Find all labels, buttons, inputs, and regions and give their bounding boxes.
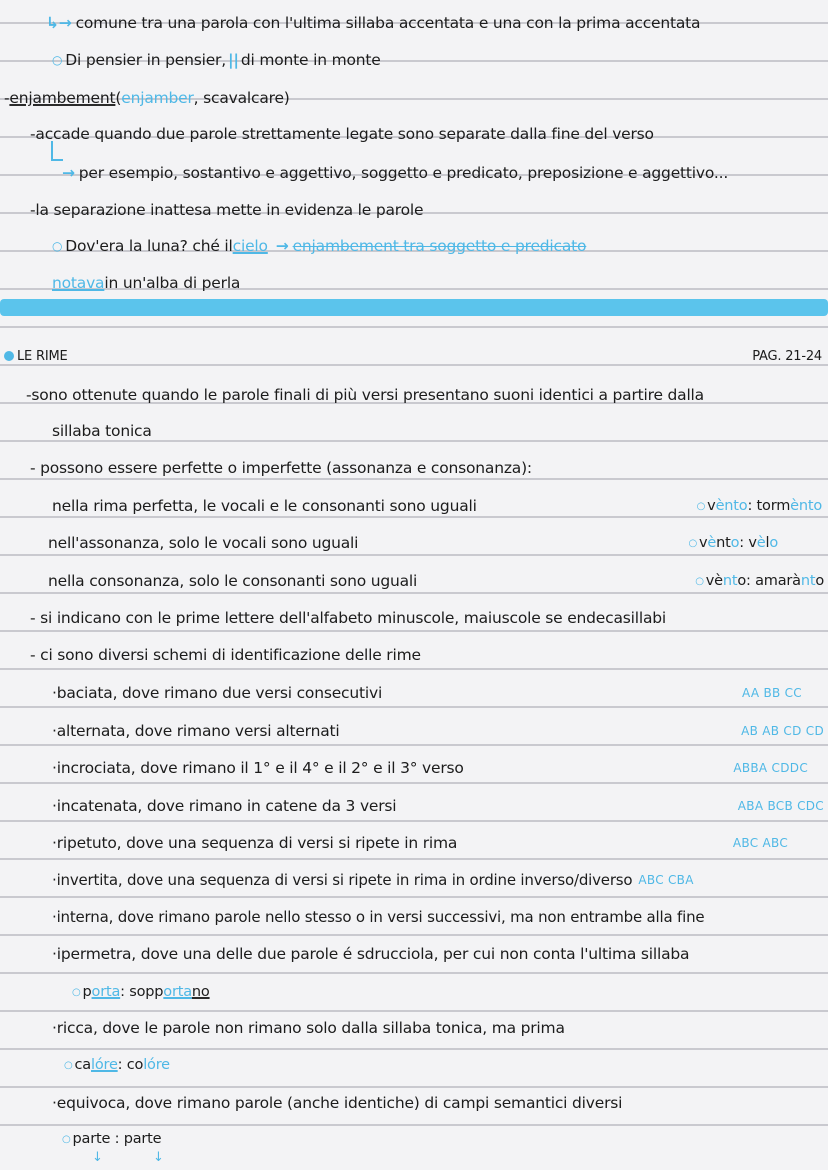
note-line-4: -accade quando due parole strettamente legate sono separate dalla fine del verso <box>30 125 654 143</box>
section-divider <box>0 299 828 316</box>
bullet-icon: ○ <box>64 1059 73 1071</box>
term-enjambement: enjambement <box>9 89 116 107</box>
page-ref: PAG. 21-24 <box>752 348 822 364</box>
bullet-icon: ○ <box>52 53 63 67</box>
bullet-icon: ○ <box>72 986 81 998</box>
scheme-row: · baciata, dove rimano due versi consecutivi AA BB CC <box>52 684 802 702</box>
scheme-row-equivoca: · equivoca, dove rimano parole (anche identiche) di campi semantici diversi <box>52 1094 623 1112</box>
note-line-3: - enjambement ( enjamber , scavalcare) <box>4 89 290 107</box>
bullet-icon: ○ <box>696 500 706 512</box>
arrow-down-icon: ↓ <box>92 1150 103 1165</box>
bullet-icon: ○ <box>52 239 63 253</box>
note-line-1: ↳→ comune tra una parola con l'ultima sillaba accentata e una con la prima accentata <box>46 14 701 32</box>
scheme-row-ricca: · ricca, dove le parole non rimano solo dalla sillaba tonica, ma prima <box>52 1019 565 1037</box>
example-assonanza: ○ v è nt o : v è l o <box>688 535 778 551</box>
scheme-row: · incrociata, dove rimano il 1° e il 4° e il 2° e il 3° verso ABBA CDDC <box>52 759 808 777</box>
scheme-row: · alternata, dove rimano versi alternati AB AB CD CD <box>52 722 824 740</box>
body-line-2: sillaba tonica <box>52 422 152 440</box>
scheme-row: · invertita, dove una sequenza di versi si ripete in rima in ordine inverso/diverso ABC CBA <box>52 871 694 889</box>
arrow-right-icon: → <box>275 237 289 255</box>
bullet-icon: ○ <box>695 575 704 587</box>
body-line-consonanza: nella consonanza, solo le consonanti sono uguali ○ vè nt o : amarà nt o <box>48 566 828 596</box>
example-equivoca: ○ parte : parte <box>62 1131 162 1147</box>
example-perfetta: ○ v ènto : torm ènto <box>696 498 822 514</box>
section-bullet-icon <box>4 351 14 361</box>
body-line-8: - ci sono diversi schemi di identificazione delle rime <box>30 646 421 664</box>
scheme-row-interna: · interna, dove rimano parole nello stesso o in versi successivi, ma non entrambe alla fine <box>52 908 705 926</box>
note-line-8: notava in un'alba di perla <box>52 274 241 292</box>
note-line-5: → per esempio, sostantivo e aggettivo, soggetto e predicato, preposizione e aggettivo... <box>62 164 729 182</box>
note-line-7: ○ Dov'era la luna? ché il cielo → enjambement tra soggetto e predicato <box>52 237 587 255</box>
section-heading <box>4 341 828 371</box>
scheme-row: · ripetuto, dove una sequenza di versi si ripete in rima ABC ABC <box>52 834 788 852</box>
scheme-row: · incatenata, dove rimano in catene da 3 versi ABA BCB CDC <box>52 797 824 815</box>
body-line-perfetta: nella rima perfetta, le vocali e le consonanti sono uguali ○ v ènto : torm ènto <box>52 491 828 521</box>
body-line-3: - possono essere perfette o imperfette (assonanza e consonanza): <box>30 459 532 477</box>
body-line-7: - si indicano con le prime lettere dell'alfabeto minuscole, maiuscole se endecasillabi <box>30 609 667 627</box>
bullet-icon: ○ <box>688 537 697 549</box>
example-ipermetra: ○ p orta : sopp orta no <box>72 984 210 1000</box>
example-ricca: ○ ca lóre : co lóre <box>64 1057 170 1073</box>
example-consonanza: ○ vè nt o : amarà nt o <box>695 573 824 589</box>
arrow-right-icon: → <box>62 164 75 182</box>
note-line-6: -la separazione inattesa mette in evidenza le parole <box>30 201 424 219</box>
arrow-down-icon: ↓ <box>153 1150 164 1165</box>
arrow-right-icon: ↳→ <box>46 14 72 32</box>
scheme-row-ipermetra: · ipermetra, dove una delle due parole é sdrucciola, per cui non conta l'ultima sillaba <box>52 945 690 963</box>
body-line-assonanza: nell'assonanza, solo le vocali sono uguali ○ v è nt o : v è l o <box>48 528 828 558</box>
note-line-2: ○ Di pensier in pensier, || di monte in monte <box>52 51 381 69</box>
bullet-icon: ○ <box>62 1133 71 1145</box>
body-line-1: -sono ottenute quando le parole finali di più versi presentano suoni identici a partire dalla <box>26 386 704 404</box>
section-title: LE RIME <box>17 348 68 364</box>
